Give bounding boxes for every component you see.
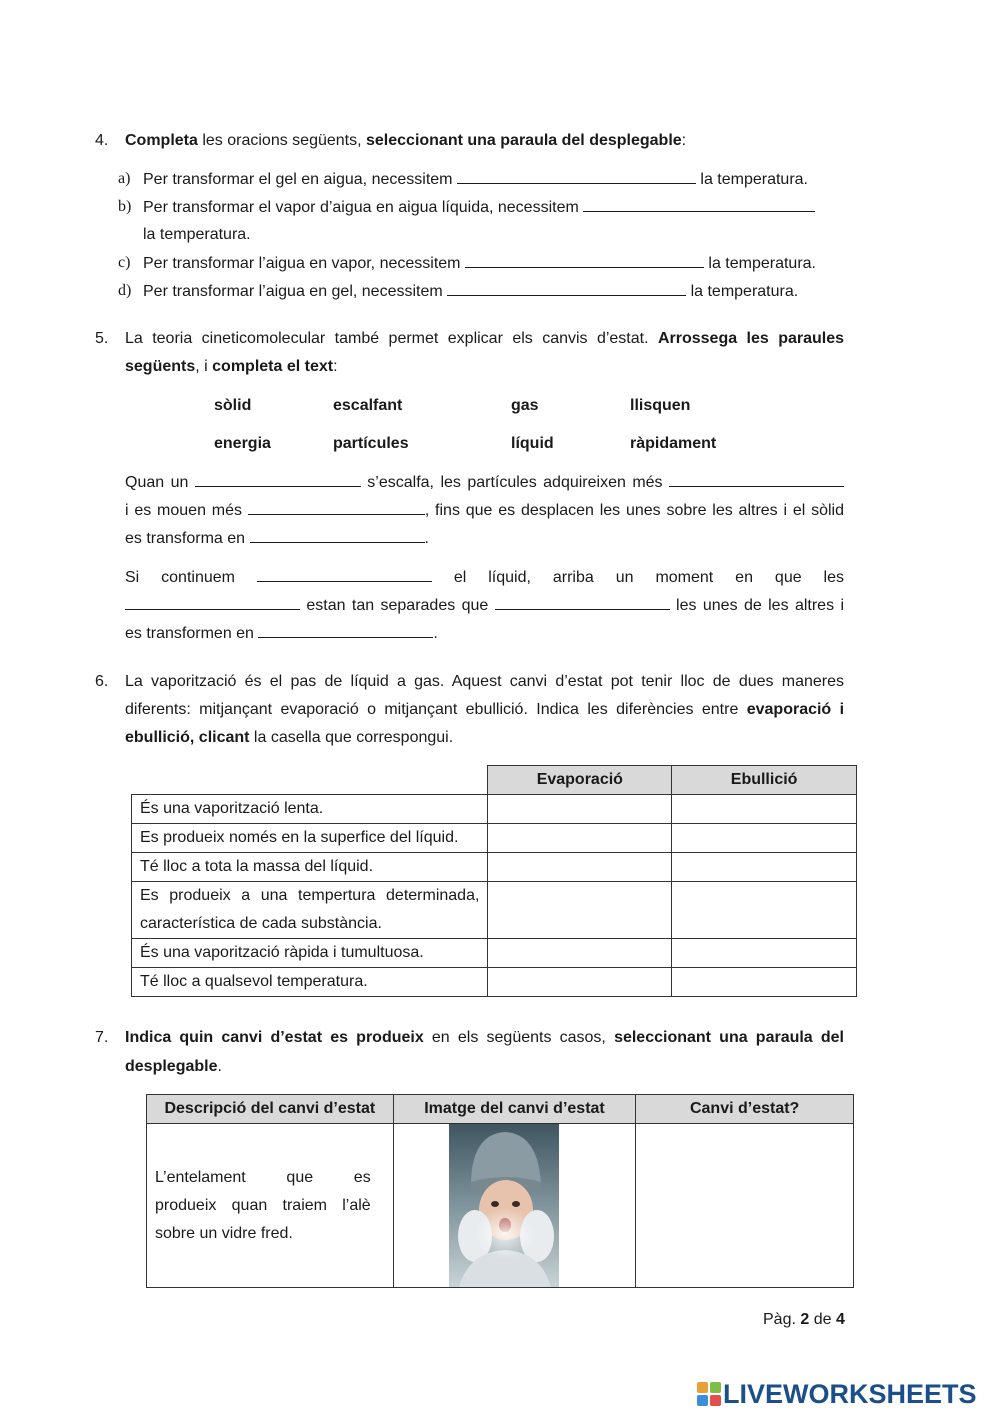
word-chip[interactable]: gas <box>511 397 539 414</box>
table-row <box>132 939 857 968</box>
q4-item-d: Per transformar l’aigua en gel, necessitem la temperatura. <box>143 283 799 300</box>
table-row <box>132 824 857 853</box>
evaporacio-checkbox-cell[interactable] <box>488 939 672 968</box>
q4-dropdown-a[interactable] <box>457 169 696 184</box>
q5-p1-line3: es transforma en . <box>125 530 429 547</box>
word-chip[interactable]: sòlid <box>214 397 252 414</box>
q6-number: 6. <box>95 673 109 690</box>
q4-number: 4. <box>95 132 109 149</box>
evaporacio-checkbox-cell[interactable] <box>488 968 672 997</box>
q4-item-c: Per transformar l’aigua en vapor, necessitem la temperatura. <box>143 255 816 272</box>
q7-col-imatge: Imatge del canvi d’estat <box>393 1095 636 1124</box>
q6-col-ebullicio: Ebullició <box>672 766 857 795</box>
row-description: Té lloc a tota la massa del líquid. <box>132 853 488 882</box>
row-description: Es produeix només en la superfice del líquid. <box>132 824 488 853</box>
table-row <box>132 882 857 939</box>
ebullicio-checkbox-cell[interactable] <box>672 824 857 853</box>
evaporacio-checkbox-cell[interactable] <box>488 795 672 824</box>
ebullicio-checkbox-cell[interactable] <box>672 853 857 882</box>
table-row <box>132 968 857 997</box>
evaporacio-checkbox-cell[interactable] <box>488 882 672 939</box>
q6-table-corner <box>132 766 488 795</box>
row-description: És una vaporització ràpida i tumultuosa. <box>132 939 488 968</box>
q6-table <box>131 765 857 997</box>
q7-col-canvi: Canvi d’estat? <box>636 1095 854 1124</box>
drop-slot[interactable] <box>669 472 844 487</box>
q4-instruction: Completa les oracions següents, seleccionant una paraula del desplegable: <box>125 132 687 149</box>
ebullicio-checkbox-cell[interactable] <box>672 882 857 939</box>
row-description: Es produeix a una tempertura determinada, característica de cada substància. <box>132 882 488 939</box>
q4-item-b-cont: la temperatura. <box>143 226 251 243</box>
q7-number: 7. <box>95 1029 109 1046</box>
q4-item-d-label: d) <box>118 282 132 299</box>
word-chip[interactable]: partícules <box>333 435 409 452</box>
q6-col-evaporacio: Evaporació <box>488 766 672 795</box>
q5-p1-line2: i es mouen més , fins que es desplacen les unes sobre les altres i el sòlid <box>125 502 844 519</box>
ebullicio-checkbox-cell[interactable] <box>672 939 857 968</box>
ebullicio-checkbox-cell[interactable] <box>672 795 857 824</box>
q4-item-a-label: a) <box>118 170 131 187</box>
table-row <box>132 795 857 824</box>
q6-text-line2: diferents: mitjançant evaporació o mitjançant ebullició. Indica les diferències entre evaporació i <box>125 701 845 718</box>
drop-slot[interactable] <box>258 623 433 638</box>
drop-slot[interactable] <box>495 595 670 610</box>
liveworksheets-logo-icon <box>697 1382 723 1406</box>
q5-number: 5. <box>95 330 109 347</box>
evaporacio-checkbox-cell[interactable] <box>488 853 672 882</box>
q6-text-line3: ebullició, clicant la casella que correspongui. <box>125 729 454 746</box>
drop-slot[interactable] <box>257 567 432 582</box>
word-chip[interactable]: escalfant <box>333 397 403 414</box>
row-description: Té lloc a qualsevol temperatura. <box>132 968 488 997</box>
drop-slot[interactable] <box>250 528 425 543</box>
q5-p1-line1: Quan un s’escalfa, les partícules adquireixen més <box>125 472 844 493</box>
q5-p2-line1: Si continuem el líquid, arriba un moment en que les <box>125 569 845 586</box>
drop-slot[interactable] <box>125 595 300 610</box>
drop-slot[interactable] <box>195 472 361 487</box>
q4-item-b: Per transformar el vapor d’aigua en aigua líquida, necessitem <box>143 197 815 218</box>
q4-item-a: Per transformar el gel en aigua, necessitem la temperatura. <box>143 171 808 188</box>
q4-dropdown-d[interactable] <box>447 281 686 296</box>
word-chip[interactable]: ràpidament <box>630 435 717 452</box>
q7-instruction-line1: Indica quin canvi d’estat es produeix en els següents casos, seleccionant una paraula del <box>125 1029 845 1046</box>
ebullicio-checkbox-cell[interactable] <box>672 968 857 997</box>
q7-instruction-line2: desplegable. <box>125 1058 222 1075</box>
q7-answer-dropdown[interactable] <box>636 1124 854 1288</box>
q5-p2-line2: estan tan separades que les unes de les altres i <box>125 595 844 616</box>
q5-p2-line3: es transformen en . <box>125 625 438 642</box>
row-description: És una vaporització lenta. <box>132 795 488 824</box>
word-chip[interactable]: llisquen <box>630 397 691 414</box>
table-row <box>132 853 857 882</box>
evaporacio-checkbox-cell[interactable] <box>488 824 672 853</box>
q4-dropdown-b[interactable] <box>583 197 815 212</box>
word-chip[interactable]: líquid <box>511 435 554 452</box>
liveworksheets-logo: LIVEWORKSHEETS <box>697 1380 997 1408</box>
girl-breath-photo <box>449 1124 559 1287</box>
q7-col-descripcio: Descripció del canvi d’estat <box>147 1095 394 1124</box>
q5-instruction-line2: següents, i completa el text: <box>125 358 338 375</box>
q4-item-b-label: b) <box>118 198 132 215</box>
q4-item-c-label: c) <box>118 254 131 271</box>
word-chip[interactable]: energia <box>214 435 271 452</box>
q6-text-line1: La vaporització és el pas de líquid a gas. Aquest canvi d’estat pot tenir lloc de dues maneres <box>125 673 844 690</box>
q7-description: L’entelament que es produeix quan traiem l’alè sobre un vidre fred. <box>147 1124 394 1288</box>
drop-slot[interactable] <box>248 500 425 515</box>
q5-instruction-line1: La teoria cineticomolecular també permet explicar els canvis d’estat. Arrossega les paraules <box>125 330 845 347</box>
page-indicator: Pàg. 2 de 4 <box>763 1311 845 1328</box>
q4-dropdown-c[interactable] <box>465 253 704 268</box>
